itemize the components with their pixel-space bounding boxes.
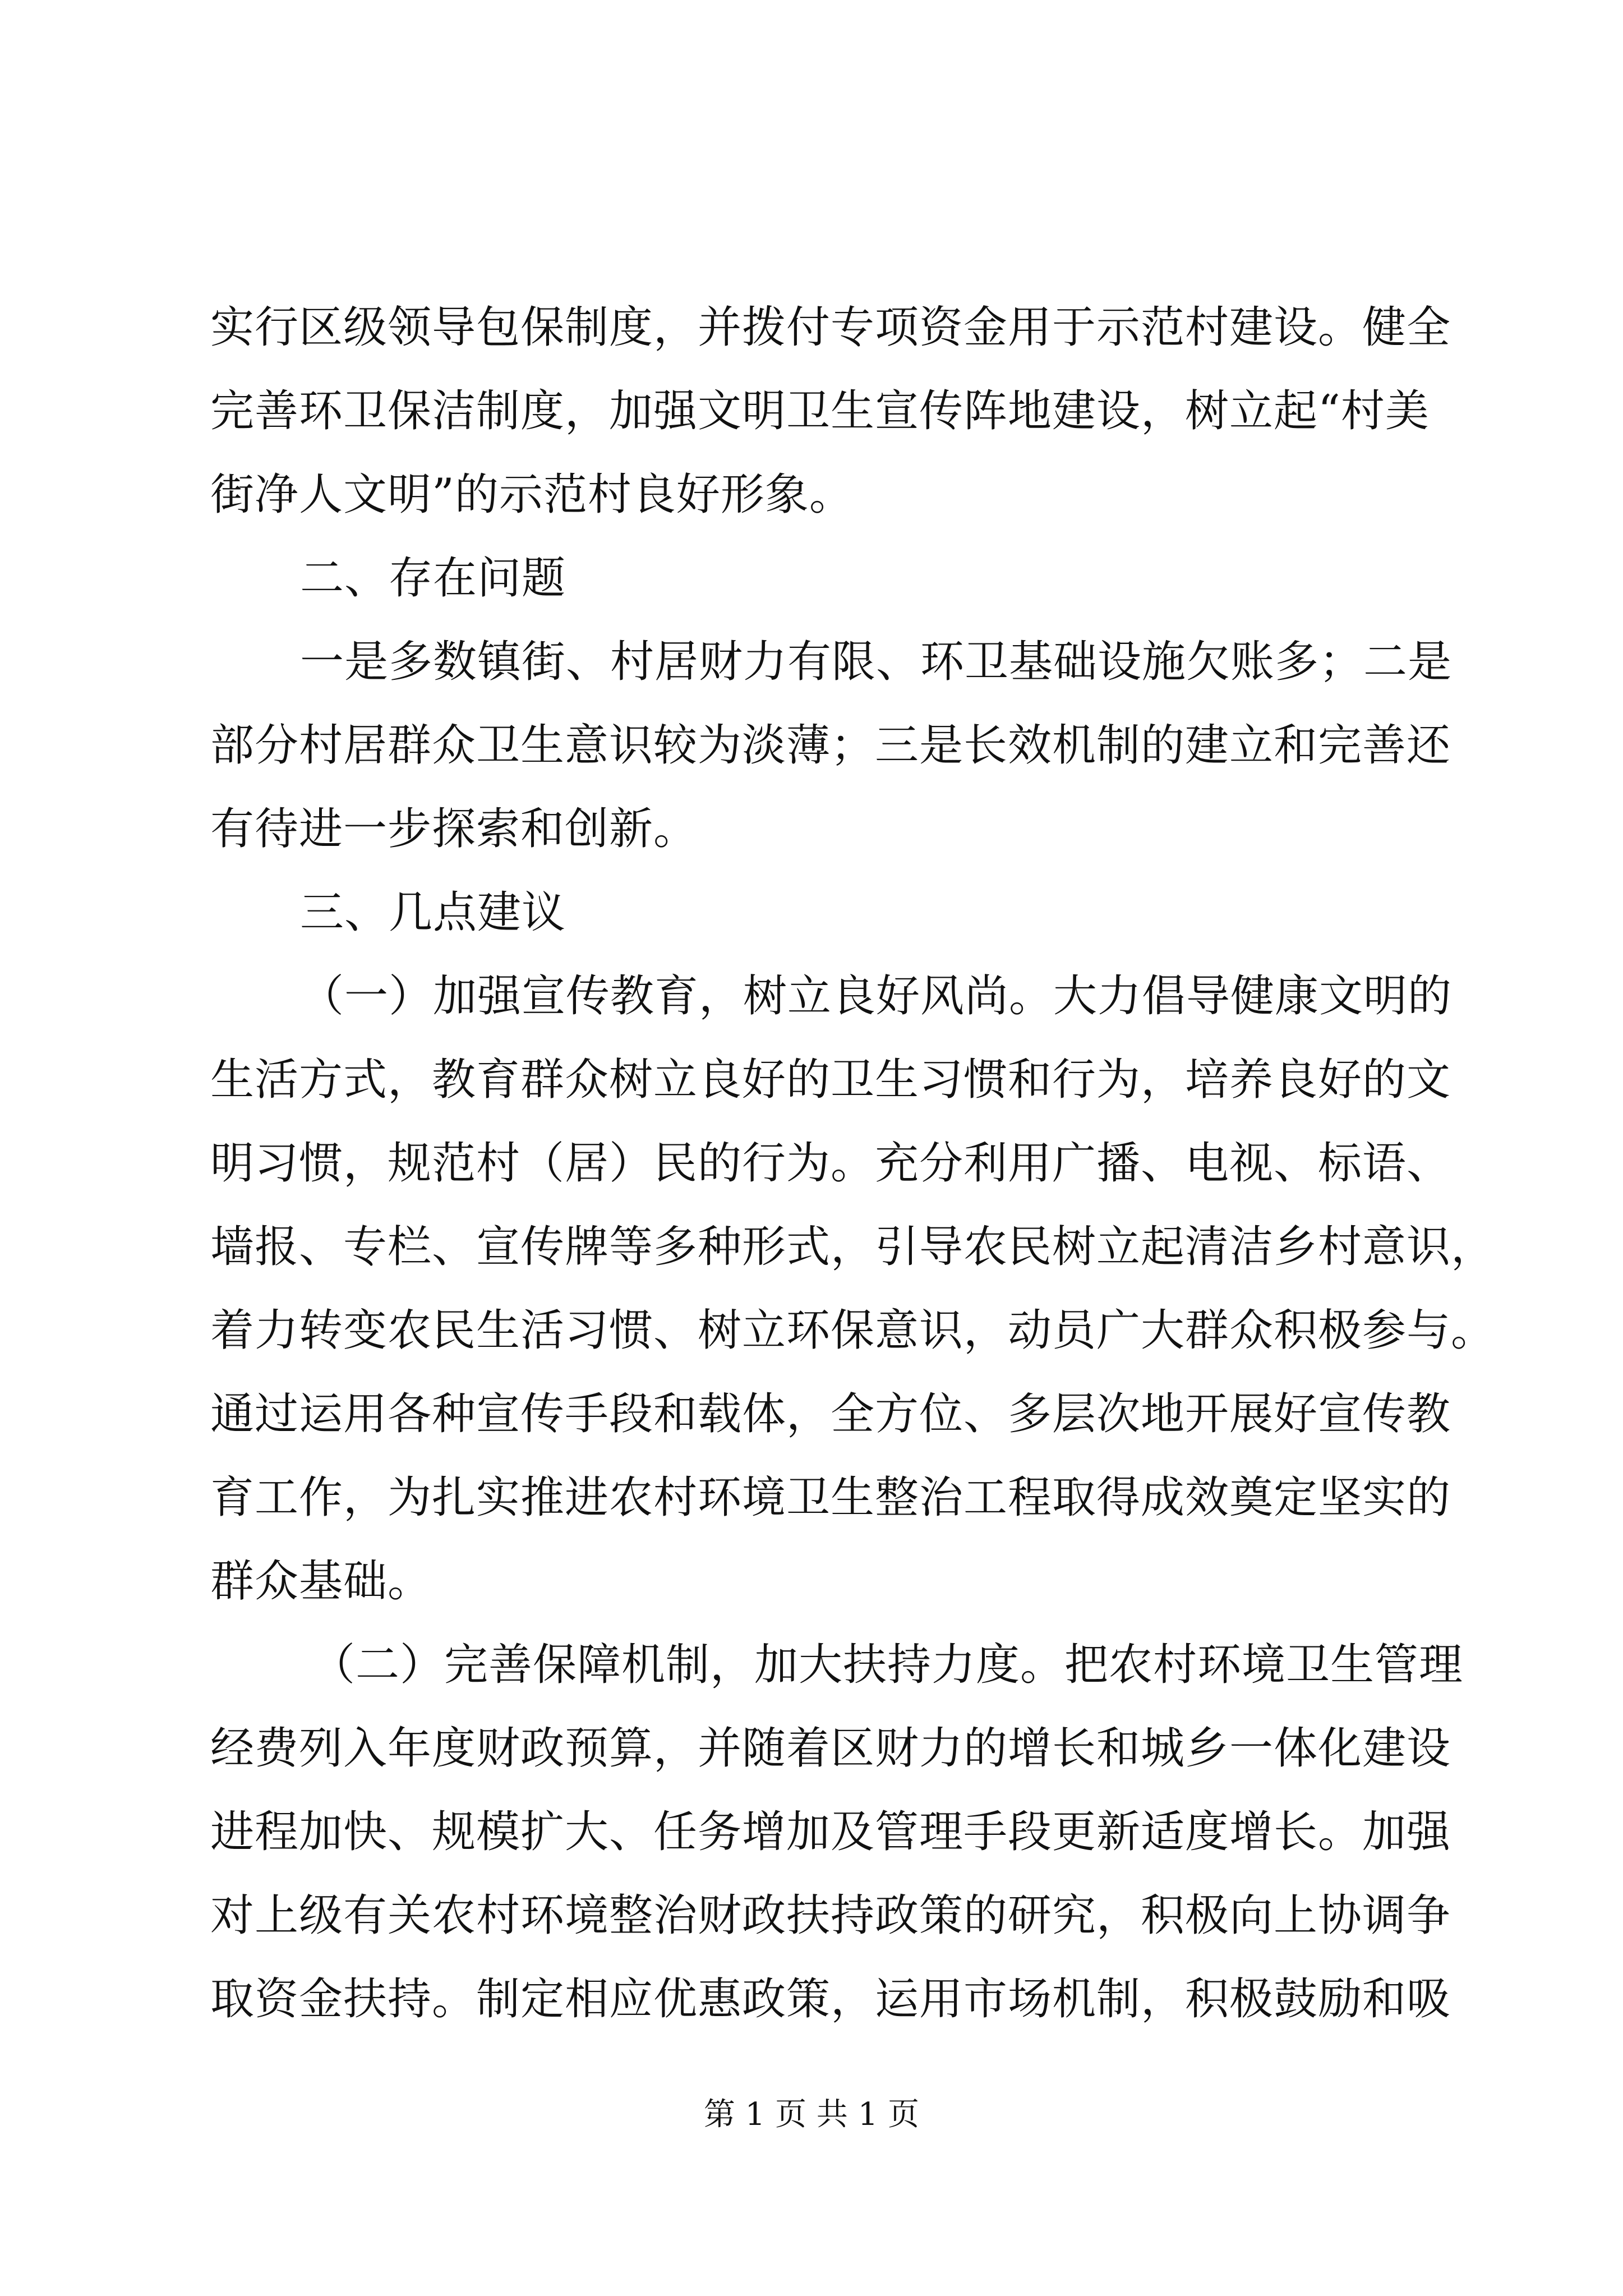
text-line: 群众基础。 [210, 1556, 432, 1607]
section-heading-suggestions: 三、几点建议 [300, 887, 566, 938]
text-line: 育工作，为扎实推进农村环境卫生整治工程取得成效奠定坚实的 [210, 1473, 1451, 1523]
text-line: 完善环卫保洁制度，加强文明卫生宣传阵地建设，树立起“村美 [210, 386, 1430, 436]
text-line: 街净人文明”的示范村良好形象。 [210, 470, 854, 520]
text-line: 对上级有关农村环境整治财政扶持政策的研究，积极向上协调争 [210, 1890, 1451, 1941]
page-number-footer: 第 1 页 共 1 页 [703, 2096, 920, 2133]
document-body [210, 286, 1496, 2041]
subsection-heading-2: （二）完善保障机制，加大扶持力度。把农村环境卫生管理 [311, 1640, 1464, 1690]
text-line: 墙报、专栏、宣传牌等多种形式，引导农民树立起清洁乡村意识， [210, 1222, 1496, 1272]
section-heading-problems: 二、存在问题 [300, 553, 566, 604]
text-line: 着力转变农民生活习惯、树立环保意识，动员广大群众积极参与。 [210, 1305, 1496, 1356]
text-line: 明习惯，规范村（居）民的行为。充分利用广播、电视、标语、 [210, 1138, 1451, 1189]
text-line: 有待进一步探索和创新。 [210, 804, 698, 854]
text-line: 通过运用各种宣传手段和载体，全方位、多层次地开展好宣传教 [210, 1389, 1451, 1439]
text-line: 一是多数镇街、村居财力有限、环卫基础设施欠账多；二是 [300, 637, 1453, 687]
text-line: 部分村居群众卫生意识较为淡薄；三是长效机制的建立和完善还 [210, 720, 1451, 771]
text-line: 进程加快、规模扩大、任务增加及管理手段更新适度增长。加强 [210, 1807, 1451, 1857]
text-line: 取资金扶持。制定相应优惠政策，运用市场机制，积极鼓励和吸 [210, 1974, 1451, 2024]
text-line: 经费列入年度财政预算，并随着区财力的增长和城乡一体化建设 [210, 1723, 1451, 1774]
text-line: 生活方式，教育群众树立良好的卫生习惯和行为，培养良好的文 [210, 1055, 1451, 1105]
subsection-heading-1: （一）加强宣传教育，树立良好风尚。大力倡导健康文明的 [300, 971, 1453, 1022]
text-line: 实行区级领导包保制度，并拨付专项资金用于示范村建设。健全 [210, 302, 1451, 353]
